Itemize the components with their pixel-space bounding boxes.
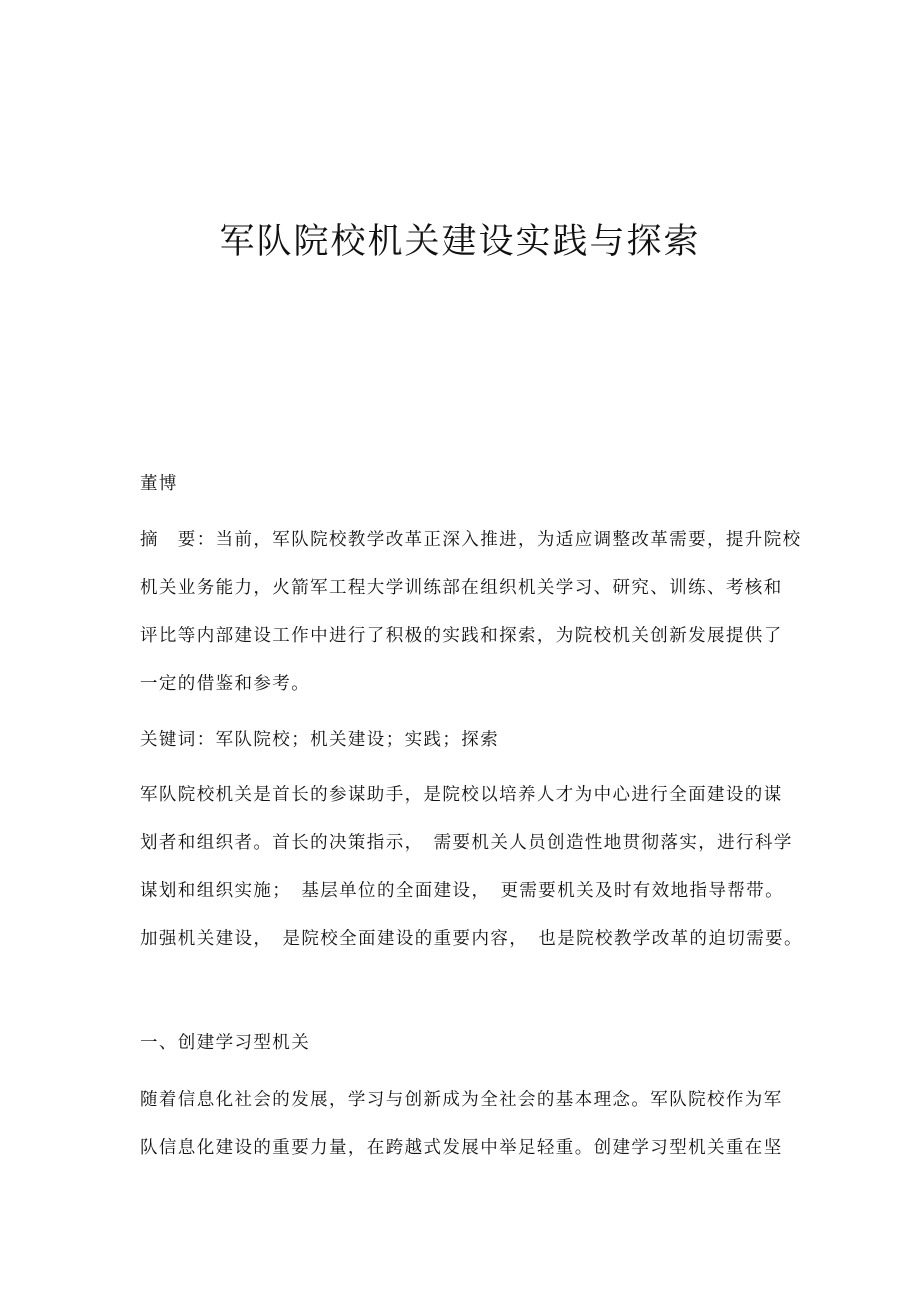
abstract-line: 评比等内部建设工作中进行了积极的实践和探索，为院校机关创新发展提供了 (140, 626, 783, 646)
abstract-line: 一定的借鉴和参考。 (140, 674, 311, 694)
document-title: 军队院校机关建设实践与探索 (219, 222, 701, 262)
keywords-line: 关键词：军队院校；机关建设；实践；探索 (140, 730, 500, 750)
intro-paragraph-line: 加强机关建设， 是院校全面建设的重要内容， 也是院校教学改革的迫切需要。 (140, 929, 803, 949)
abstract-line: 机关业务能力，火箭军工程大学训练部在组织机关学习、研究、训练、考核和 (140, 578, 783, 598)
section-paragraph-line: 队信息化建设的重要力量，在跨越式发展中举足轻重。创建学习型机关重在坚 (140, 1138, 783, 1158)
abstract-line: 摘 要：当前，军队院校教学改革正深入推进，为适应调整改革需要，提升院校 (140, 530, 802, 550)
intro-paragraph-line: 军队院校机关是首长的参谋助手，是院校以培养人才为中心进行全面建设的谋 (140, 785, 783, 805)
intro-paragraph-line: 谋划和组织实施； 基层单位的全面建设， 更需要机关及时有效地指导帮带。 (140, 881, 784, 901)
author-name: 董博 (140, 474, 178, 494)
intro-paragraph-line: 划者和组织者。首长的决策指示， 需要机关人员创造性地贯彻落实，进行科学 (140, 833, 793, 853)
section-heading: 一、创建学习型机关 (140, 1033, 311, 1053)
section-paragraph-line: 随着信息化社会的发展，学习与创新成为全社会的基本理念。军队院校作为军 (140, 1090, 783, 1110)
